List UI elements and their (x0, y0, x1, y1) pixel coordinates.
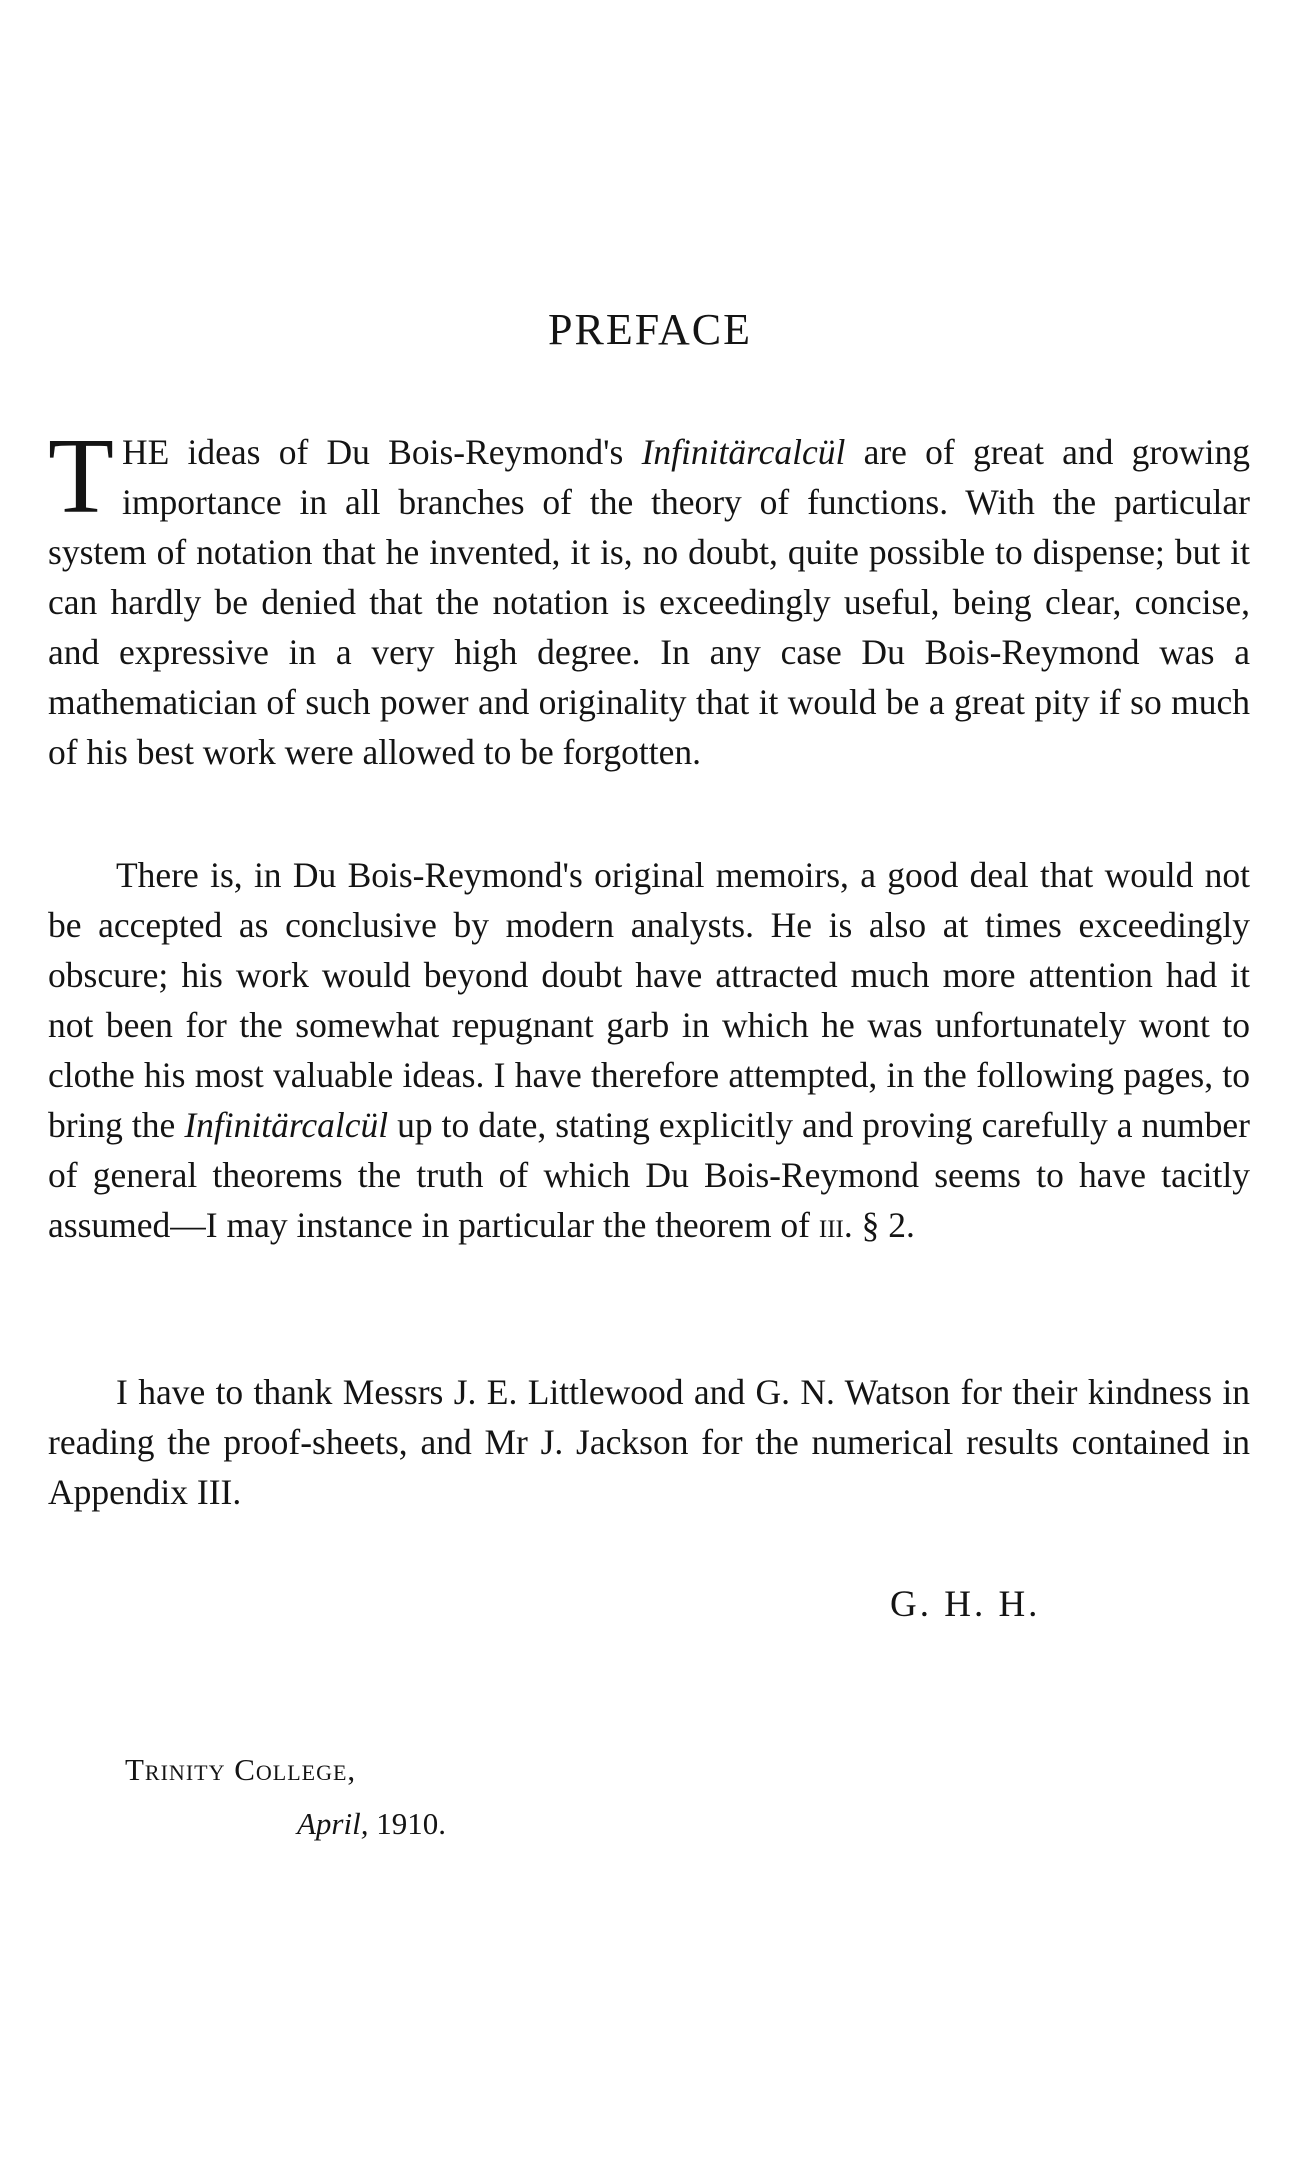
place-line: Trinity College, (125, 1752, 357, 1787)
paragraph-2 (48, 850, 1250, 1250)
paragraph-1-text-a: HE ideas of Du Bois-Reymond's (121, 432, 642, 472)
date-month: April, (297, 1806, 369, 1841)
paragraph-3: I have to thank Messrs J. E. Littlewood and G. N. Watson for their kindness in reading the proof-sheets, and Mr J. Jackson for the numerical results contained in Appendix III. (48, 1372, 1250, 1512)
paragraph-1-text-b: are of great and growing importance in all branches of the theory of functions. With the particular system of notation that he invented, it is, no doubt, quite possible to dispense; but it can hardly be denied that the notation is exceedingly useful, being clear, concise, and expressive in a very high degree. In any case Du Bois-Reymond was a mathematician of such power and originality that it would be a great pity if so much of his best work were allowed to be forgotten. (48, 432, 1250, 772)
date-year: 1910. (368, 1806, 446, 1841)
drop-cap: T (48, 417, 114, 536)
paragraph-2-text-c: . § 2. (843, 1205, 915, 1245)
paragraph-1-italic-term: Infinitärcalcül (641, 432, 846, 472)
paragraph-1 (48, 417, 1250, 777)
author-initials: G. H. H. (890, 1584, 1041, 1625)
paragraph-2-text-a: There is, in Du Bois-Reymond's original memoirs, a good deal that would not be accepted as conclusive by modern analysts. He is also at times exceedingly obscure; his work would beyond doubt have attracted much more attention had it not been for the somewhat repugnant garb in which he was unfortunately wont to clothe his most valuable ideas. I have therefore attempted, in the following pages, to bring the (48, 855, 1250, 1145)
date-line (297, 1806, 446, 1842)
paragraph-2-text-b: up to date, stating explicitly and proving carefully a number of general theorems the truth of which Du Bois-Reymond seems to have tacitly assumed—I may instance in particular the theorem of (48, 1105, 1250, 1245)
page-title: PREFACE (548, 305, 752, 354)
paragraph-2-italic-term: Infinitärcalcül (184, 1105, 389, 1145)
paragraph-2-roman-numeral: iii (818, 1205, 844, 1245)
